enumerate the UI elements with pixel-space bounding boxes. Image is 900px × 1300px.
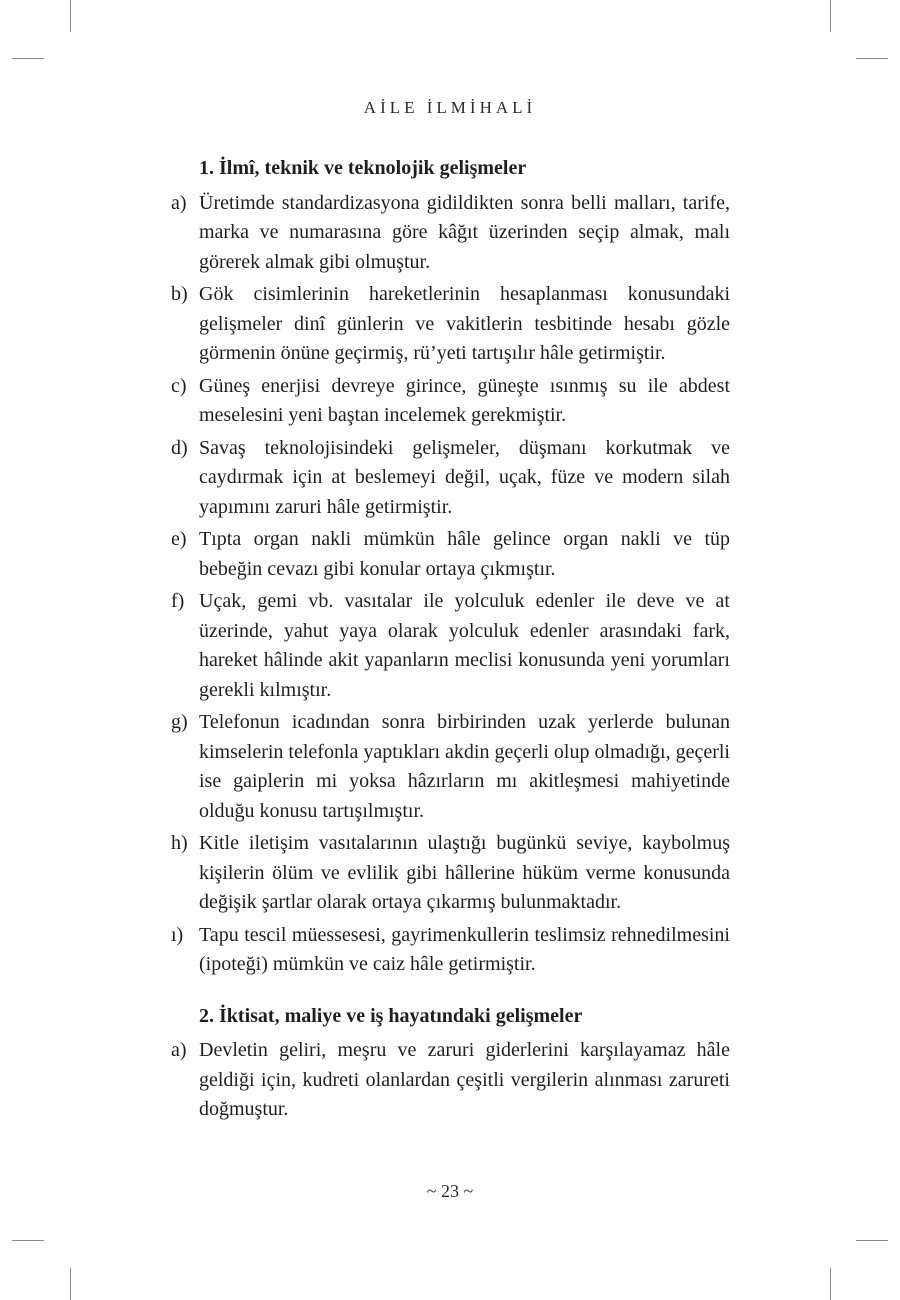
crop-mark-top-left bbox=[70, 0, 71, 32]
list-marker: b) bbox=[171, 283, 188, 305]
list-item bbox=[171, 434, 730, 523]
list-item bbox=[171, 1036, 730, 1125]
list-marker: a) bbox=[171, 191, 187, 214]
crop-mark-right-bottom bbox=[856, 1240, 888, 1241]
list-marker: d) bbox=[171, 436, 188, 459]
list-marker: c) bbox=[171, 374, 187, 397]
list-item-text: Üretimde standardizasyona gidildikten sonra belli malları, tarife, marka ve numarasına göre kâğıt üzerinden seçip almak, malı görerek almak gibi olmuştur. bbox=[199, 191, 730, 273]
section-title-2: 2. İktisat, maliye ve iş hayatındaki gelişmeler bbox=[199, 1004, 583, 1027]
list-item bbox=[171, 189, 730, 278]
list-item-text: Devletin geliri, meşru ve zaruri giderlerini karşılayamaz hâle geldiği için, kudreti olanlardan çeşitli vergilerin alınması zarureti doğmuştur. bbox=[199, 1039, 730, 1120]
list-item bbox=[171, 921, 730, 980]
crop-mark-left-bottom bbox=[12, 1240, 44, 1241]
list-item bbox=[171, 525, 730, 584]
list-item-text: Telefonun icadından sonra birbirinden uzak yerlerde bulunan kimselerin telefonla yaptıkları akdin geçerli olup olmadığı, geçerli ise gaiplerin mi yoksa hâzırların mı akitleşmesi mahiyetinde olduğu konusu tartışılmıştır. bbox=[199, 711, 730, 822]
list-marker: h) bbox=[171, 832, 188, 854]
crop-mark-top-right bbox=[830, 0, 831, 32]
list-item bbox=[171, 829, 730, 918]
section-title-1: 1. İlmî, teknik ve teknolojik gelişmeler bbox=[199, 157, 527, 179]
list-marker: g) bbox=[171, 711, 188, 733]
page-number: ~ 23 ~ bbox=[426, 1181, 474, 1201]
running-head: AİLE İLMİHALİ bbox=[363, 98, 537, 117]
crop-mark-bottom-left bbox=[70, 1268, 71, 1300]
crop-mark-left-top bbox=[12, 58, 44, 59]
list-item bbox=[171, 708, 730, 826]
list-item-text: Uçak, gemi vb. vasıtalar ile yolculuk edenler ile deve ve at üzerinde, yahut yaya olarak yolculuk edenler arasındaki fark, hareket hâlinde akit yapanların meclisi konusunda yeni yorumları gerekli kılmıştır. bbox=[199, 590, 730, 701]
page-content bbox=[171, 154, 730, 1128]
list-item-text: Tapu tescil müessesesi, gayrimenkullerin teslimsiz rehnedilmesini (ipoteği) mümkün ve caiz hâle getirmiştir. bbox=[199, 923, 730, 975]
list-marker: e) bbox=[171, 528, 187, 550]
list-item-text: Savaş teknolojisindeki gelişmeler, düşmanı korkutmak ve caydırmak için at beslemeyi değil, uçak, füze ve modern silah yapımını zaruri hâle getirmiştir. bbox=[199, 436, 730, 518]
list-item-text: Gök cisimlerinin hareketlerinin hesaplanması konusundaki gelişmeler dinî günlerin ve vakitlerin tesbitinde hesabı gözle görmenin önüne geçirmiş, rü’yeti tartışılır hâle getirmiştir. bbox=[199, 283, 730, 364]
crop-mark-right-top bbox=[856, 58, 888, 59]
list-item-text: Tıpta organ nakli mümkün hâle gelince organ nakli ve tüp bebeğin cevazı gibi konular ortaya çıkmıştır. bbox=[199, 528, 730, 580]
crop-mark-bottom-right bbox=[830, 1268, 831, 1300]
list-marker: ı) bbox=[171, 923, 184, 946]
list-marker: f) bbox=[171, 590, 185, 612]
list-item-text: Güneş enerjisi devreye girince, güneşte ısınmış su ile abdest meselesini yeni baştan incelemek gerekmiştir. bbox=[199, 374, 730, 426]
list-item bbox=[171, 587, 730, 705]
list-item bbox=[171, 372, 730, 431]
list-marker: a) bbox=[171, 1039, 187, 1061]
list-item bbox=[171, 280, 730, 369]
list-item-text: Kitle iletişim vasıtalarının ulaştığı bugünkü seviye, kaybolmuş kişilerin ölüm ve evlilik gibi hâllerine hüküm verme konusunda değişik şartlar olarak ortaya çıkarmış bulunmaktadır. bbox=[199, 832, 730, 913]
